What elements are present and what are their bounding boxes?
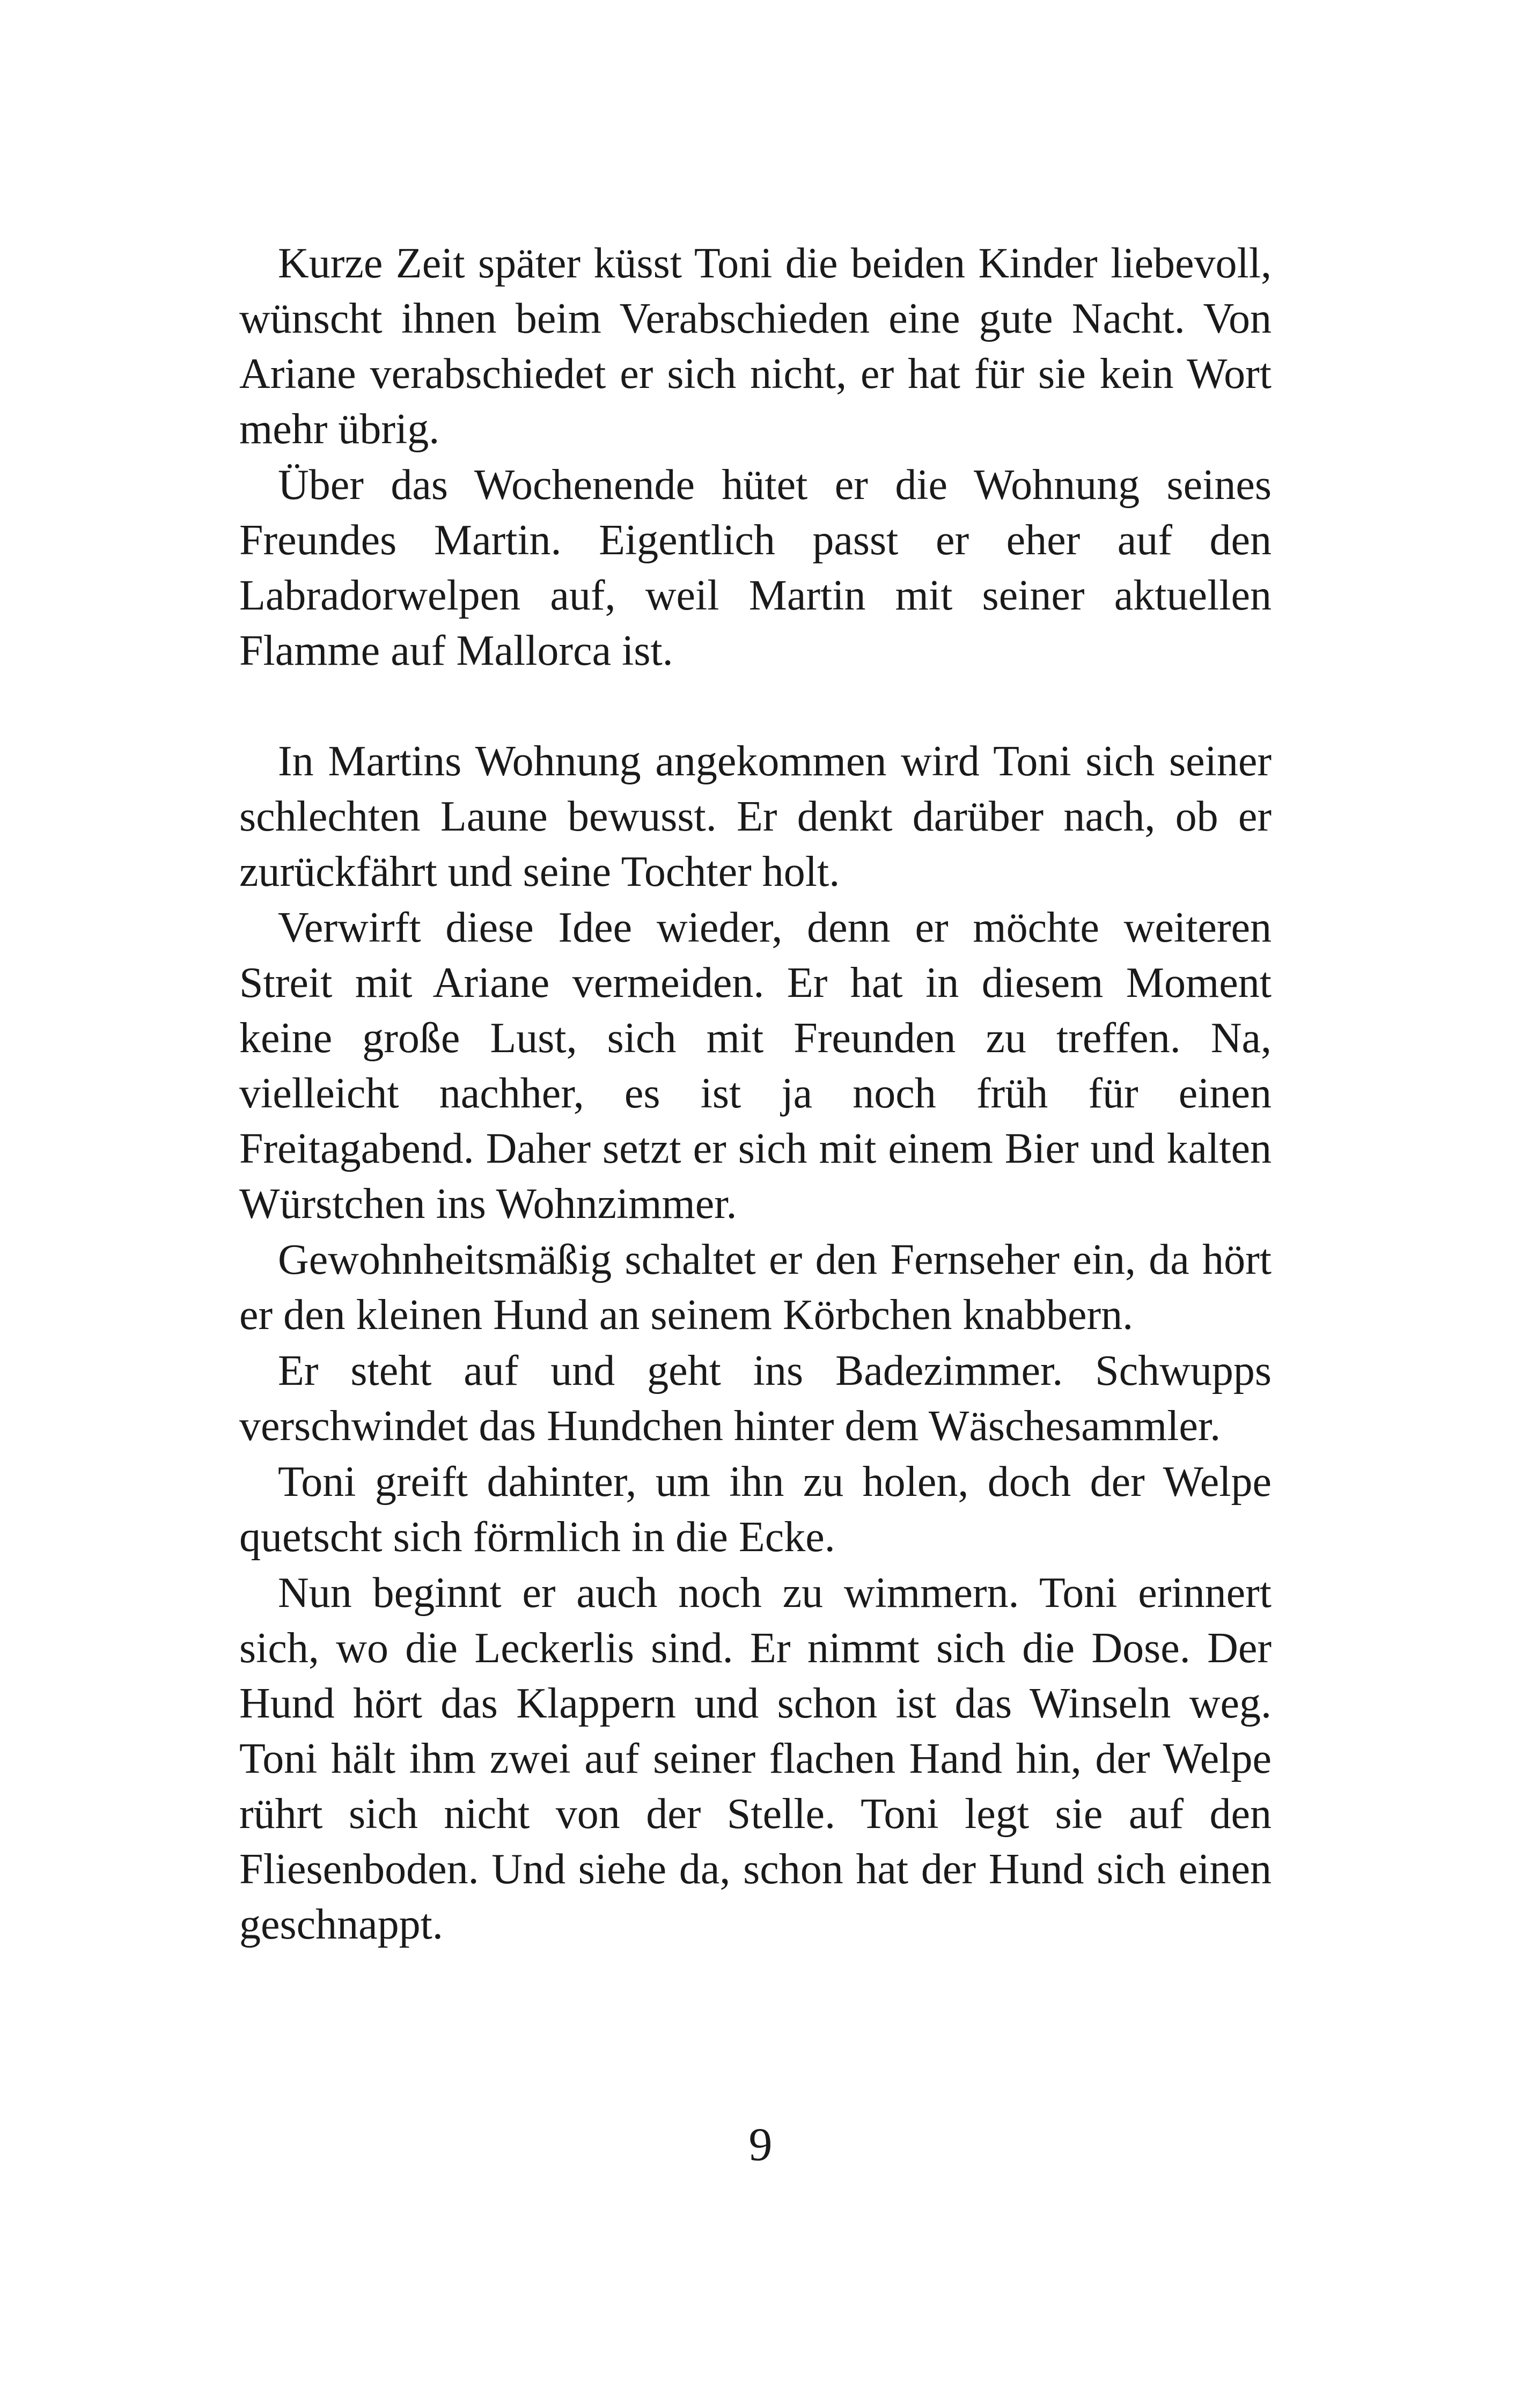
paragraph: In Martins Wohnung angekommen wird Toni sich seiner schlechten Laune bewusst. Er denkt darüber nach, ob er zurückfährt und seine Tochter holt. [239,738,1272,895]
paragraph: Gewohnheitsmäßig schaltet er den Fernseher ein, da hört er den kleinen Hund an seinem Körbchen knabbern. [239,1236,1272,1339]
paragraph: Kurze Zeit später küsst Toni die beiden Kinder liebevoll, wünscht ihnen beim Verabschieden eine gute Nacht. Von Ariane verabschiedet er sich nicht, er hat für sie kein Wort mehr übrig. [239,240,1272,453]
paragraph: Er steht auf und geht ins Badezimmer. Schwupps verschwindet das Hundchen hinter dem Wäschesammler. [239,1347,1272,1450]
page-number: 9 [748,2119,773,2171]
paragraph: Über das Wochenende hütet er die Wohnung seines Freundes Martin. Eigentlich passt er eher auf den Labradorwelpen auf, weil Martin mit seiner aktuellen Flamme auf Mallorca ist. [239,461,1272,674]
paragraph: Verwirft diese Idee wieder, denn er möchte weiteren Streit mit Ariane vermeiden. Er hat in diesem Moment keine große Lust, sich mit Freunden zu treffen. Na, vielleicht nachher, es ist ja noch früh für einen Freitagabend. Daher setzt er sich mit einem Bier und kalten Würstchen ins Wohnzimmer. [239,904,1272,1228]
paragraph: Nun beginnt er auch noch zu wimmern. Toni erinnert sich, wo die Leckerlis sind. Er nimmt sich die Dose. Der Hund hört das Klappern und schon ist das Winseln weg. Toni hält ihm zwei auf seiner flachen Hand hin, der Welpe rührt sich nicht von der Stelle. Toni legt sie auf den Fliesenboden. Und siehe da, schon hat der Hund sich einen geschnappt. [239,1569,1272,1948]
paragraph: Toni greift dahinter, um ihn zu holen, doch der Welpe quetscht sich förmlich in die Ecke. [239,1458,1272,1561]
body-text [239,236,1272,1953]
